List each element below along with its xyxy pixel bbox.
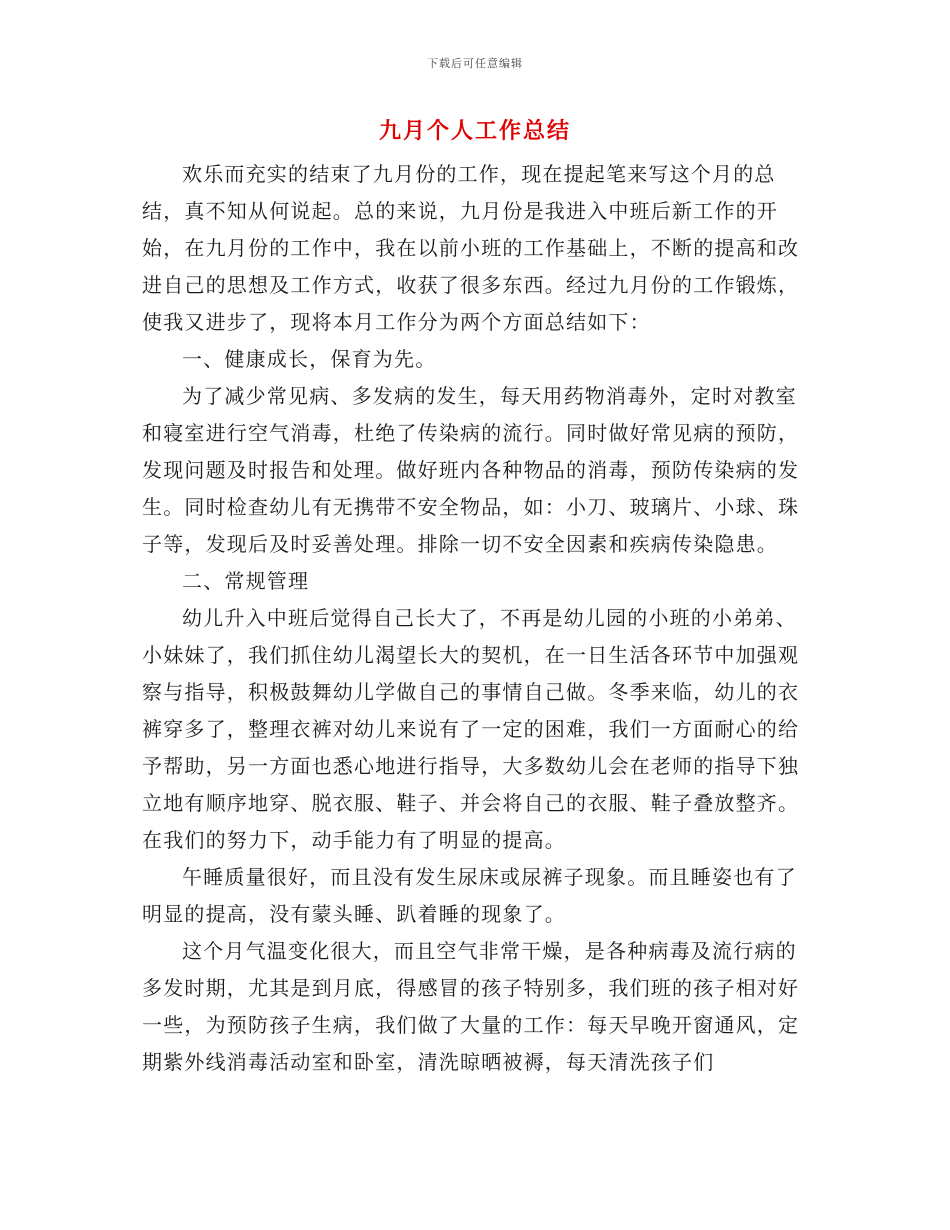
paragraph-intro: 欢乐而充实的结束了九月份的工作，现在提起笔来写这个月的总结，真不知从何说起。总的来说，九月份是我进入中班后新工作的开始，在九月份的工作中，我在以前小班的工作基础上，不断的提高和改进自己的思想及工作方式，收获了很多东西。经过九月份的工作锻炼，使我又进步了，现将本月工作分为两个方面总结如下：	[142, 162, 800, 334]
paragraph-health: 为了减少常见病、多发病的发生，每天用药物消毒外，定时对教室和寝室进行空气消毒，杜绝了传染病的流行。同时做好常见病的预防，发现问题及时报告和处理。做好班内各种物品的消毒，预防传染病的发生。同时检查幼儿有无携带不安全物品，如：小刀、玻璃片、小球、珠子等，发现后及时妥善处理。排除一切不安全因素和疾病传染隐患。	[142, 384, 800, 556]
header-note: 下载后可任意编辑	[427, 57, 523, 70]
document-title: 九月个人工作总结	[378, 118, 571, 144]
section-heading-health: 一、健康成长，保育为先。	[182, 347, 437, 371]
document-body	[142, 156, 800, 1081]
paragraph-nap: 午睡质量很好，而且没有发生尿床或尿裤子现象。而且睡姿也有了明显的提高，没有蒙头睡、趴着睡的现象了。	[142, 865, 797, 926]
paragraph-weather: 这个月气温变化很大，而且空气非常干燥，是各种病毒及流行病的多发时期，尤其是到月底，得感冒的孩子特别多，我们班的孩子相对好一些，为预防孩子生病，我们做了大量的工作：每天早晚开窗通风，定期紫外线消毒活动室和卧室，清洗晾晒被褥，每天清洗孩子们	[142, 939, 800, 1074]
section-heading-routine: 二、常规管理	[182, 569, 310, 593]
paragraph-routine: 幼儿升入中班后觉得自己长大了，不再是幼儿园的小班的小弟弟、小妹妹了，我们抓住幼儿渴望长大的契机，在一日生活各环节中加强观察与指导，积极鼓舞幼儿学做自己的事情自己做。冬季来临，幼儿的衣裤穿多了，整理衣裤对幼儿来说有了一定的困难，我们一方面耐心的给予帮助，另一方面也悉心地进行指导，大多数幼儿会在老师的指导下独立地有顺序地穿、脱衣服、鞋子、并会将自己的衣服、鞋子叠放整齐。在我们的努力下，动手能力有了明显的提高。	[142, 606, 800, 852]
